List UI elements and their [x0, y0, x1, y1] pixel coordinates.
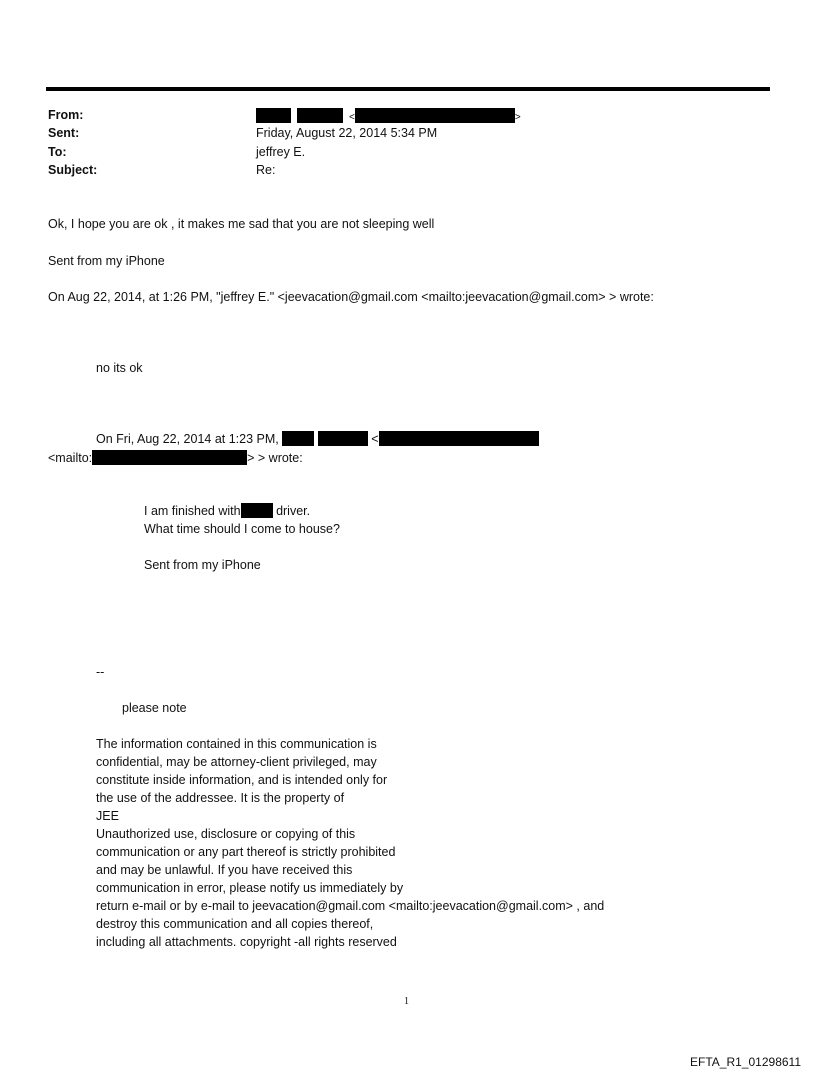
message-suffix: driver.: [276, 504, 311, 518]
disclaimer-line: and may be unlawful. If you have received this: [96, 863, 353, 877]
disclaimer-line: return e-mail or by e-mail to jeevacation@gmail.com <mailto:jeevacation@gmail.com> , and: [96, 899, 605, 913]
disclaimer-line: communication or any part thereof is strictly prohibited: [96, 845, 396, 859]
disclaimer-line: JEE: [96, 809, 119, 823]
document-id: EFTA_R1_01298611: [690, 1055, 801, 1069]
reply-text: no its ok: [96, 361, 143, 375]
from-gt: >: [514, 112, 521, 123]
message-line-1: [144, 502, 310, 520]
disclaimer-line: destroy this communication and all copies thereof,: [96, 917, 374, 931]
redaction-block: [256, 108, 291, 123]
redaction-block: [318, 431, 368, 446]
page-number: 1: [404, 996, 409, 1007]
disclaimer-line: Unauthorized use, disclosure or copying of this: [96, 827, 356, 841]
quote-mailto-suffix: > > wrote:: [247, 451, 303, 465]
quote-mailto-prefix: <mailto:: [48, 451, 93, 465]
quote-header-2-prefix: On Fri, Aug 22, 2014 at 1:23 PM,: [96, 432, 279, 446]
from-label: From:: [48, 108, 84, 122]
body-line-1: Ok, I hope you are ok , it makes me sad that you are not sleeping well: [48, 217, 435, 231]
redaction-block: [282, 431, 314, 446]
message-line-2: What time should I come to house?: [144, 522, 340, 536]
please-note: please note: [122, 701, 187, 715]
quote-header-1: On Aug 22, 2014, at 1:26 PM, "jeffrey E." <jeevacation@gmail.com <mailto:jeevacation@gmail.com> > wrote:: [48, 290, 654, 304]
sent-label: Sent:: [48, 126, 80, 140]
disclaimer-line: communication in error, please notify us immediately by: [96, 881, 404, 895]
quote-header-2-lt: <: [371, 432, 379, 446]
from-lt: <: [348, 112, 355, 123]
disclaimer-line: confidential, may be attorney-client privileged, may: [96, 755, 377, 769]
redaction-block: [355, 108, 515, 123]
to-label: To:: [48, 145, 67, 159]
quote-header-2-line2: [48, 449, 303, 467]
disclaimer-line: constitute inside information, and is intended only for: [96, 773, 388, 787]
redaction-block: [241, 503, 273, 518]
signature-separator: --: [96, 665, 105, 679]
header-divider: [46, 87, 770, 91]
sent-value: Friday, August 22, 2014 5:34 PM: [256, 126, 438, 140]
redaction-block: [379, 431, 539, 446]
subject-label: Subject:: [48, 163, 98, 177]
redaction-block: [92, 450, 247, 465]
from-value: [256, 108, 521, 123]
signature-2: Sent from my iPhone: [144, 558, 261, 572]
to-value: jeffrey E.: [256, 145, 306, 159]
disclaimer-line: including all attachments. copyright -all rights reserved: [96, 935, 397, 949]
redaction-block: [297, 108, 343, 123]
disclaimer-line: The information contained in this communication is: [96, 737, 377, 751]
subject-value: Re:: [256, 163, 276, 177]
message-prefix: I am finished with: [144, 504, 241, 518]
disclaimer-line: the use of the addressee. It is the property of: [96, 791, 345, 805]
quote-header-2: [96, 430, 539, 448]
signature-1: Sent from my iPhone: [48, 254, 165, 268]
